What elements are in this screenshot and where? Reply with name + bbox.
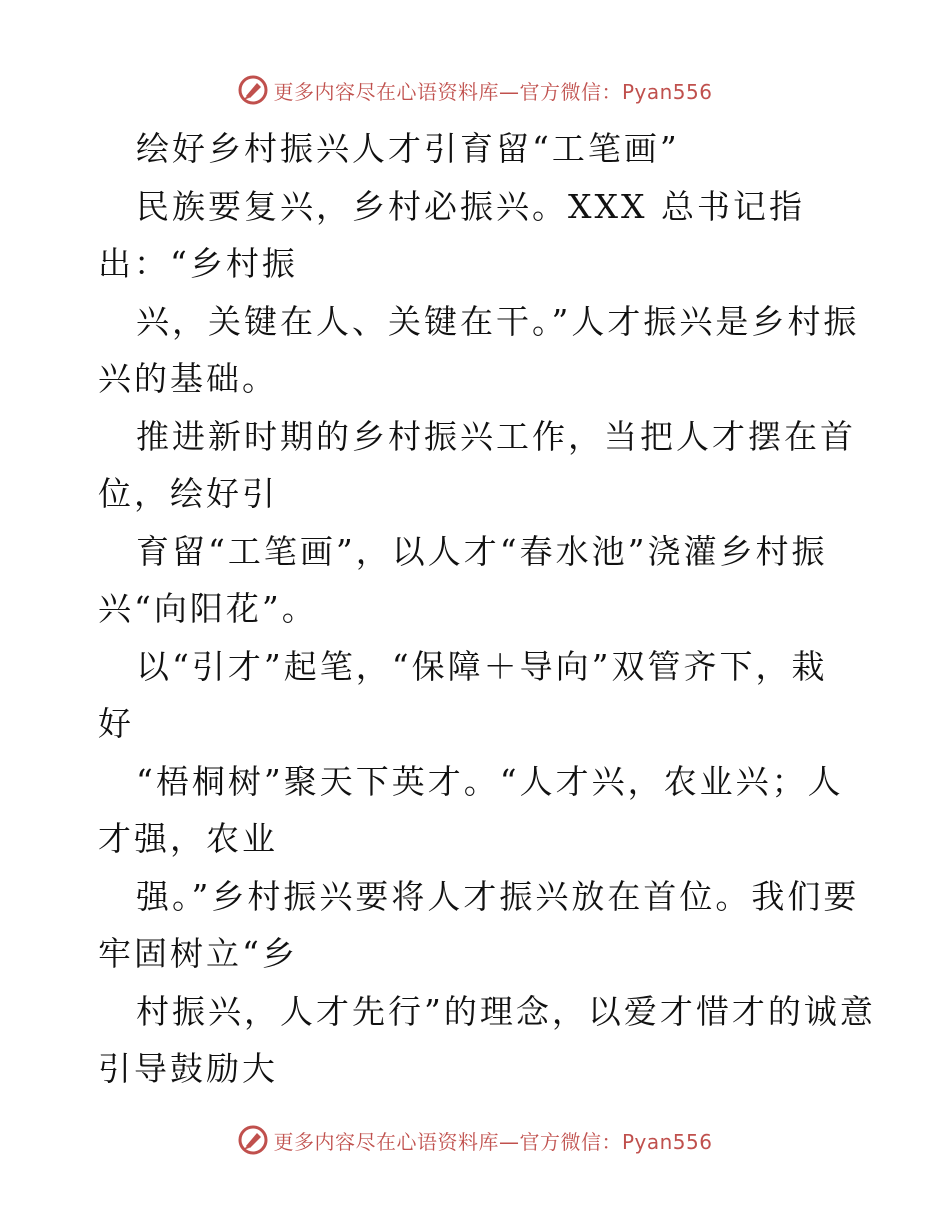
paragraph-line: 才强，农业 <box>98 819 278 858</box>
paragraph-line: 民族要复兴，乡村必振兴。XXX 总书记指 <box>136 186 805 226</box>
paragraph-line: 出：“乡村振 <box>98 244 298 283</box>
pen-nib-logo-icon <box>237 74 269 106</box>
paragraph-line: 强。”乡村振兴要将人才振兴放在首位。我们要 <box>136 876 860 916</box>
paragraph-line: 以“引才”起笔，“保障＋导向”双管齐下，栽 <box>136 646 828 686</box>
paragraph-line: 牢固树立“乡 <box>98 934 298 973</box>
pen-nib-logo-icon <box>237 1124 269 1156</box>
paragraph-line: 村振兴，人才先行”的理念，以爱才惜才的诚意 <box>136 991 876 1031</box>
paragraph-line: 兴“向阳花”。 <box>98 589 318 628</box>
document-title: 绘好乡村振兴人才引育留“工笔画” <box>136 129 680 168</box>
document-body <box>98 120 876 1098</box>
paragraph-line: 育留“工笔画”，以人才“春水池”浇灌乡村振 <box>136 531 828 571</box>
paragraph-line: 兴的基础。 <box>98 359 278 398</box>
footer-banner-text: 更多内容尽在心语资料库—官方微信：Pyan556 <box>273 1129 713 1154</box>
header-banner-text: 更多内容尽在心语资料库—官方微信：Pyan556 <box>273 79 713 104</box>
paragraph-line: 引导鼓励大 <box>98 1049 278 1088</box>
paragraph-line: 好 <box>98 704 134 743</box>
paragraph-line: 位，绘好引 <box>98 474 278 513</box>
paragraph-line: 推进新时期的乡村振兴工作，当把人才摆在首 <box>136 416 856 456</box>
paragraph-line: 兴，关键在人、关键在干。”人才振兴是乡村振 <box>136 301 860 341</box>
header-banner <box>0 70 950 110</box>
paragraph-line: “梧桐树”聚天下英才。“人才兴，农业兴；人 <box>136 761 844 801</box>
footer-banner <box>0 1120 950 1160</box>
